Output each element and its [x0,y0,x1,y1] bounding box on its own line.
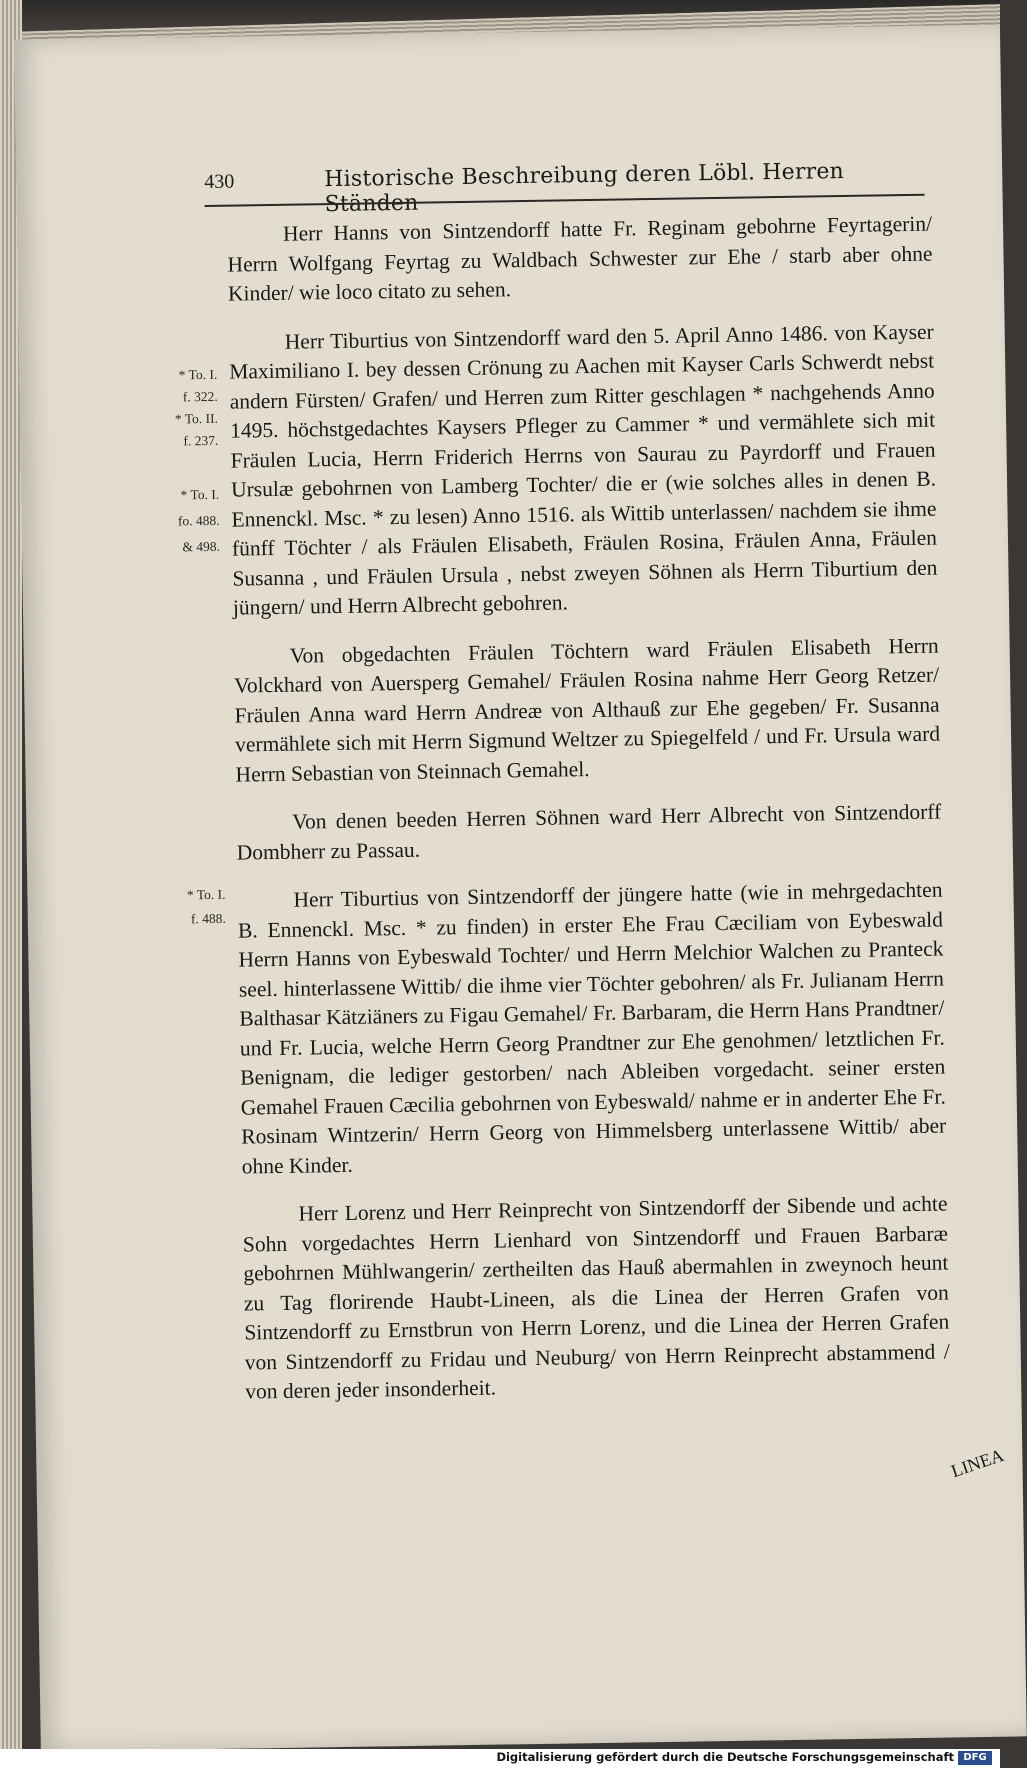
margin-note: * To. I. [178,366,218,383]
catchword: LINEA [948,1444,1007,1482]
running-head: Historische Beschreibung deren Löbl. Herren Ständen [324,158,845,218]
margin-note: * To. II. [174,410,219,427]
dfg-logo: DFG [958,1751,992,1765]
book-page [14,25,1027,1752]
paragraph-2 [229,317,939,623]
paragraph-5 [237,876,947,1182]
paragraph-text: Herr Tiburtius von Sintzendorff der jüngere hatte (wie in mehrgedachten B. Ennenckl. Msc. * zu finden) in erster Ehe Frau Cæciliam von Eybeswald Herrn Hanns von Eybeswald Tochter/ und Herrn Melchior Walchen zu Pranteck seel. hinterlassene Wittib/ die ihme vier Töchter gebohren/ als Fr. Julianam Herrn Balthasar Kätziäners zu Figau Gemahel/ Fr. Barbaram, die Herrn Hans Prandtner/ und Fr. Lucia, welche Herrn Georg Prandtner zur Ehe genohmen/ letztlichen Fr. Benignam, die lediger gestorben/ nach Ableiben vorgedacht. seiner ersten Gemahel Frauen Cæcilia gebohrnen von Eybeswald/ nahme er in anderter Ehe Fr. Rosinam Wintzerin/ Herrn Georg von Himmelsberg unterlassene Wittib/ aber ohne Kinder. [237,877,947,1179]
margin-note: fo. 488. [177,512,220,529]
paragraph-text: Herr Lorenz und Herr Reinprecht von Sintzendorff der Sibende und achte Sohn vorgedachtes Herrn Lienhard von Sintzendorff und Frauen Barbaræ gebohrnen Mühlwangerin/ zertheilten das Hauß abermahlen in zweynoch heunt zu Tag florirende Haubt-Lineen, als die Linea der Herren Grafen von Sintzendorff zu Ernstbrun von Herrn Lorenz, und die Linea der Herren Grafen von Sintzendorff zu Fridau und Neuburg/ von Herrn Reinprecht abstammend / von deren jeder insonderheit. [242,1191,950,1404]
margin-note: f. 322. [182,388,218,405]
paragraph-1 [227,210,933,310]
footer-credit: Digitalisierung gefördert durch die Deutsche Forschungsgemeinschaft [496,1750,954,1764]
margin-note: f. 237. [183,432,219,449]
margin-note: * To. I. [186,886,226,903]
paragraph-4 [236,798,942,868]
margin-note: * To. I. [180,486,220,503]
margin-note: & 498. [182,538,221,555]
paragraph-6 [242,1189,950,1407]
paragraph-text: Herr Hanns von Sintzendorff hatte Fr. Reginam gebohrne Feyrtagerin/ Herrn Wolfgang Feyrtag zu Waldbach Schwester zur Ehe / starb aber ohne Kinder/ wie loco citato zu sehen. [227,211,933,306]
paragraph-text: Von obgedachten Fräulen Töchtern ward Fräulen Elisabeth Herrn Volckhard von Auersperg Gemahel/ Fräulen Rosina nahme Herr Georg Retzer/ Fräulen Anna ward Herrn Andreæ von Althauß zur Ehe gegeben/ Fr. Susanna vermählete sich mit Herrn Sigmund Weltzer zu Spiegelfeld / und Fr. Ursula ward Herrn Sebastian von Steinnach Gemahel. [233,633,941,787]
margin-note: f. 488. [190,910,226,927]
paragraph-text: Herr Tiburtius von Sintzendorff ward den 5. April Anno 1486. von Kayser Maximiliano I. bey dessen Crönung zu Aachen mit Kayser Carls Schwerdt nebst andern Fürsten/ Grafen/ und Herren zum Ritter geschlagen * nachgehends Anno 1495. höchstgedachtes Kaysers Pfleger zu Cammer * und vermählete sich mit Fräulen Lucia, Herrn Friderich Herrns von Saurau zu Payrdorff und Frauen Ursulæ gebohrnen von Lamberg Tochter/ die er (wie solches alles in denen B. Ennenckl. Msc. * zu lesen) Anno 1516. als Wittib unterlassen/ nachdem sie ihme fünff Töchter / als Fräulen Elisabeth, Fräulen Rosina, Fräulen Anna, Fräulen Susanna , und Fräulen Ursula , nebst zweyen Söhnen als Herrn Tiburtium den jüngern/ und Herrn Albrecht gebohren. [229,319,938,620]
paragraph-text: Von denen beeden Herren Söhnen ward Herr Albrecht von Sintzendorff Dombherr zu Passau. [236,799,942,865]
page-number: 430 [204,170,235,194]
paragraph-3 [233,631,940,790]
digitization-footer [0,1749,1000,1768]
body-text [227,194,951,1426]
page-header [204,145,945,218]
